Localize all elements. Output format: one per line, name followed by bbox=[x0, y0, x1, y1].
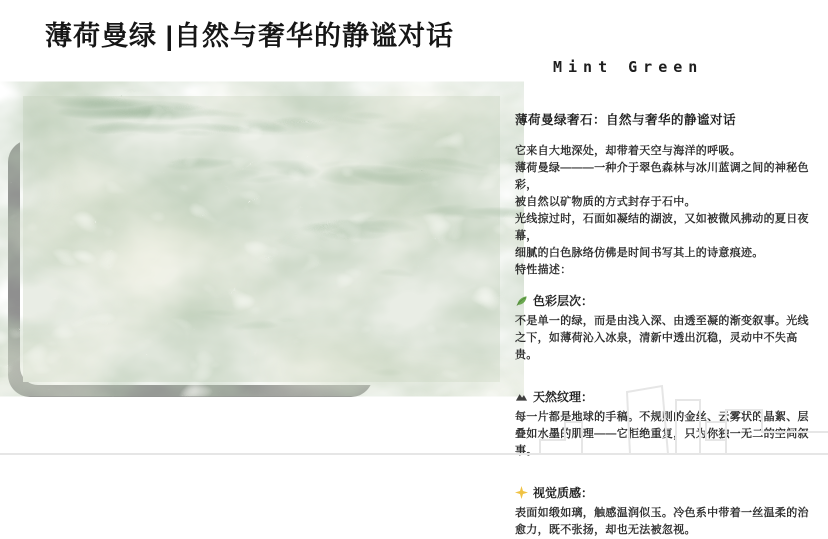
feature-body: 每一片都是地球的手稿。不规则的金丝、云雾状的晶絮、层叠如水墨的肌理——它拒绝重复，只为你独一无二的空间叙事。 bbox=[515, 411, 809, 457]
marble-image bbox=[20, 93, 503, 385]
mountain-icon bbox=[515, 390, 528, 403]
description-column bbox=[515, 110, 819, 539]
feature-title-row bbox=[515, 388, 819, 405]
section-heading: 薄荷曼绿奢石：自然与奢华的静谧对话 bbox=[515, 113, 737, 127]
feature-title-row bbox=[515, 292, 819, 309]
feature-title: 天然纹理： bbox=[533, 390, 594, 404]
subtitle-mint-green: Mint Green bbox=[553, 58, 704, 76]
feature-title-row bbox=[515, 484, 819, 501]
marble-white-vein-layer bbox=[23, 96, 500, 382]
feature-title: 视觉质感： bbox=[533, 486, 594, 500]
feature-color-layers bbox=[515, 292, 819, 364]
page-title: 薄荷曼绿 |自然与奢华的静谧对话 bbox=[45, 21, 455, 51]
intro-line: 光线掠过时，石面如凝结的湖波，又如被微风拂动的夏日夜幕， bbox=[515, 213, 809, 242]
feature-visual-quality bbox=[515, 484, 819, 539]
feature-body: 不是单一的绿，而是由浅入深、由透至凝的渐变叙事。光线之下，如薄荷沁入冰泉，清新中透出沉稳，灵动中不失高贵。 bbox=[515, 315, 809, 361]
leaf-icon bbox=[515, 294, 528, 307]
intro-line: 被自然以矿物质的方式封存于石中。 bbox=[515, 196, 696, 208]
feature-body: 表面如缎如璃，触感温润似玉。冷色系中带着一丝温柔的治愈力，既不张扬，却也无法被忽视。 bbox=[515, 507, 809, 536]
intro-line: 薄荷曼绿———一种介于翠色森林与冰川蓝调之间的神秘色彩， bbox=[515, 162, 809, 191]
marble-texture-svg bbox=[23, 96, 500, 382]
intro-line: 它来自大地深处，却带着天空与海洋的呼吸。 bbox=[515, 145, 741, 157]
intro-line: 细腻的白色脉络仿佛是时间书写其上的诗意痕迹。 bbox=[515, 247, 764, 259]
intro-line-features-label: 特性描述： bbox=[515, 264, 572, 276]
feature-natural-texture bbox=[515, 388, 819, 460]
sparkle-icon bbox=[515, 486, 528, 499]
feature-title: 色彩层次： bbox=[533, 294, 594, 308]
